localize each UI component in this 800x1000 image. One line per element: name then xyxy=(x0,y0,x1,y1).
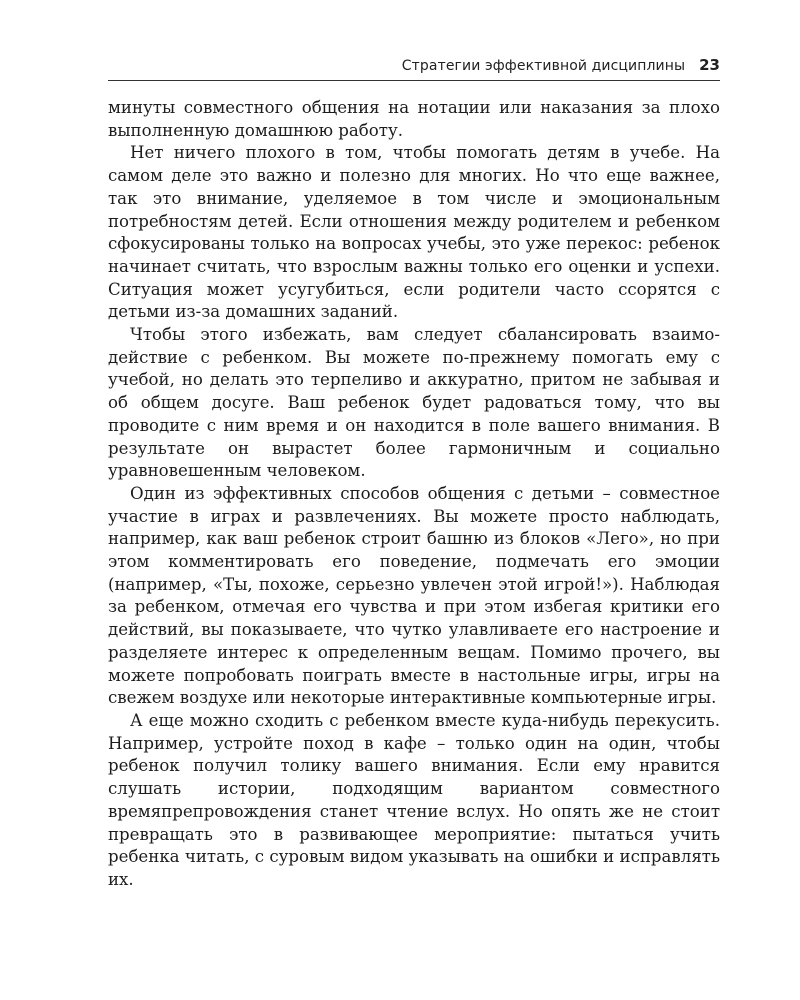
paragraph: Чтобы этого избежать, вам следует сбалансировать взаимодействие с ребенком. Вы можете по-прежнему помогать ему с учебой, но делать это терпеливо и аккуратно, притом не забывая и об общем досуге. Ваш ребенок будет радоваться тому, что вы проводите с ним время и он находится в поле вашего внимания. В результате он вырастет более гармоничным и социально уравновешенным человеком. xyxy=(108,325,720,481)
paragraph: Нет ничего плохого в том, чтобы помогать детям в учебе. На самом деле это важно и полезно для многих. Но что еще важнее, так это внимание, уделяемое в том числе и эмоциональным потребностям детей. Если отношения между родителем и ребенком сфокусированы только на вопросах учебы, это уже перекос: ребенок начинает считать, что взрослым важны только его оценки и успехи. Ситуация может усугубиться, если родители часто ссорятся с детьми из-за домашних заданий. xyxy=(108,143,720,322)
body-text xyxy=(108,97,720,892)
paragraph: А еще можно сходить с ребенком вместе куда-нибудь перекусить. Например, устройте поход в кафе – только один на один, чтобы ребенок получил толику вашего внимания. Если ему нравится слушать истории, подходящим вариантом совместного времяпрепровождения станет чтение вслух. Но опять же не стоит превращать это в развивающее мероприятие: пытаться учить ребенка читать, с суровым видом указывать на ошибки и исправлять их. xyxy=(108,710,720,889)
running-title: Стратегии эффективной дисциплины xyxy=(401,58,686,74)
paragraph-continued: минуты совместного общения на нотации или наказания за плохо выполненную домашнюю работу. xyxy=(108,98,720,140)
paragraph: Один из эффективных способов общения с детьми – совместное участие в играх и развлечениях. Вы можете просто наблюдать, например, как ваш ребенок строит башню из блоков «Лего», но при этом комментировать его поведение, подмечать его эмоции (например, «Ты, похоже, серьезно увлечен этой игрой!»). Наблюдая за ребенком, отмечая его чувства и при этом избегая критики его действий, вы показываете, что чутко улавливаете его настроение и разделяете интерес к определенным вещам. Помимо прочего, вы можете попробовать поиграть вместе в настольные игры, игры на свежем воздухе или некоторые интерактивные компьютерные игры. xyxy=(108,483,720,708)
running-header xyxy=(108,56,720,81)
page-number: 23 xyxy=(699,56,720,74)
book-page xyxy=(108,56,720,892)
